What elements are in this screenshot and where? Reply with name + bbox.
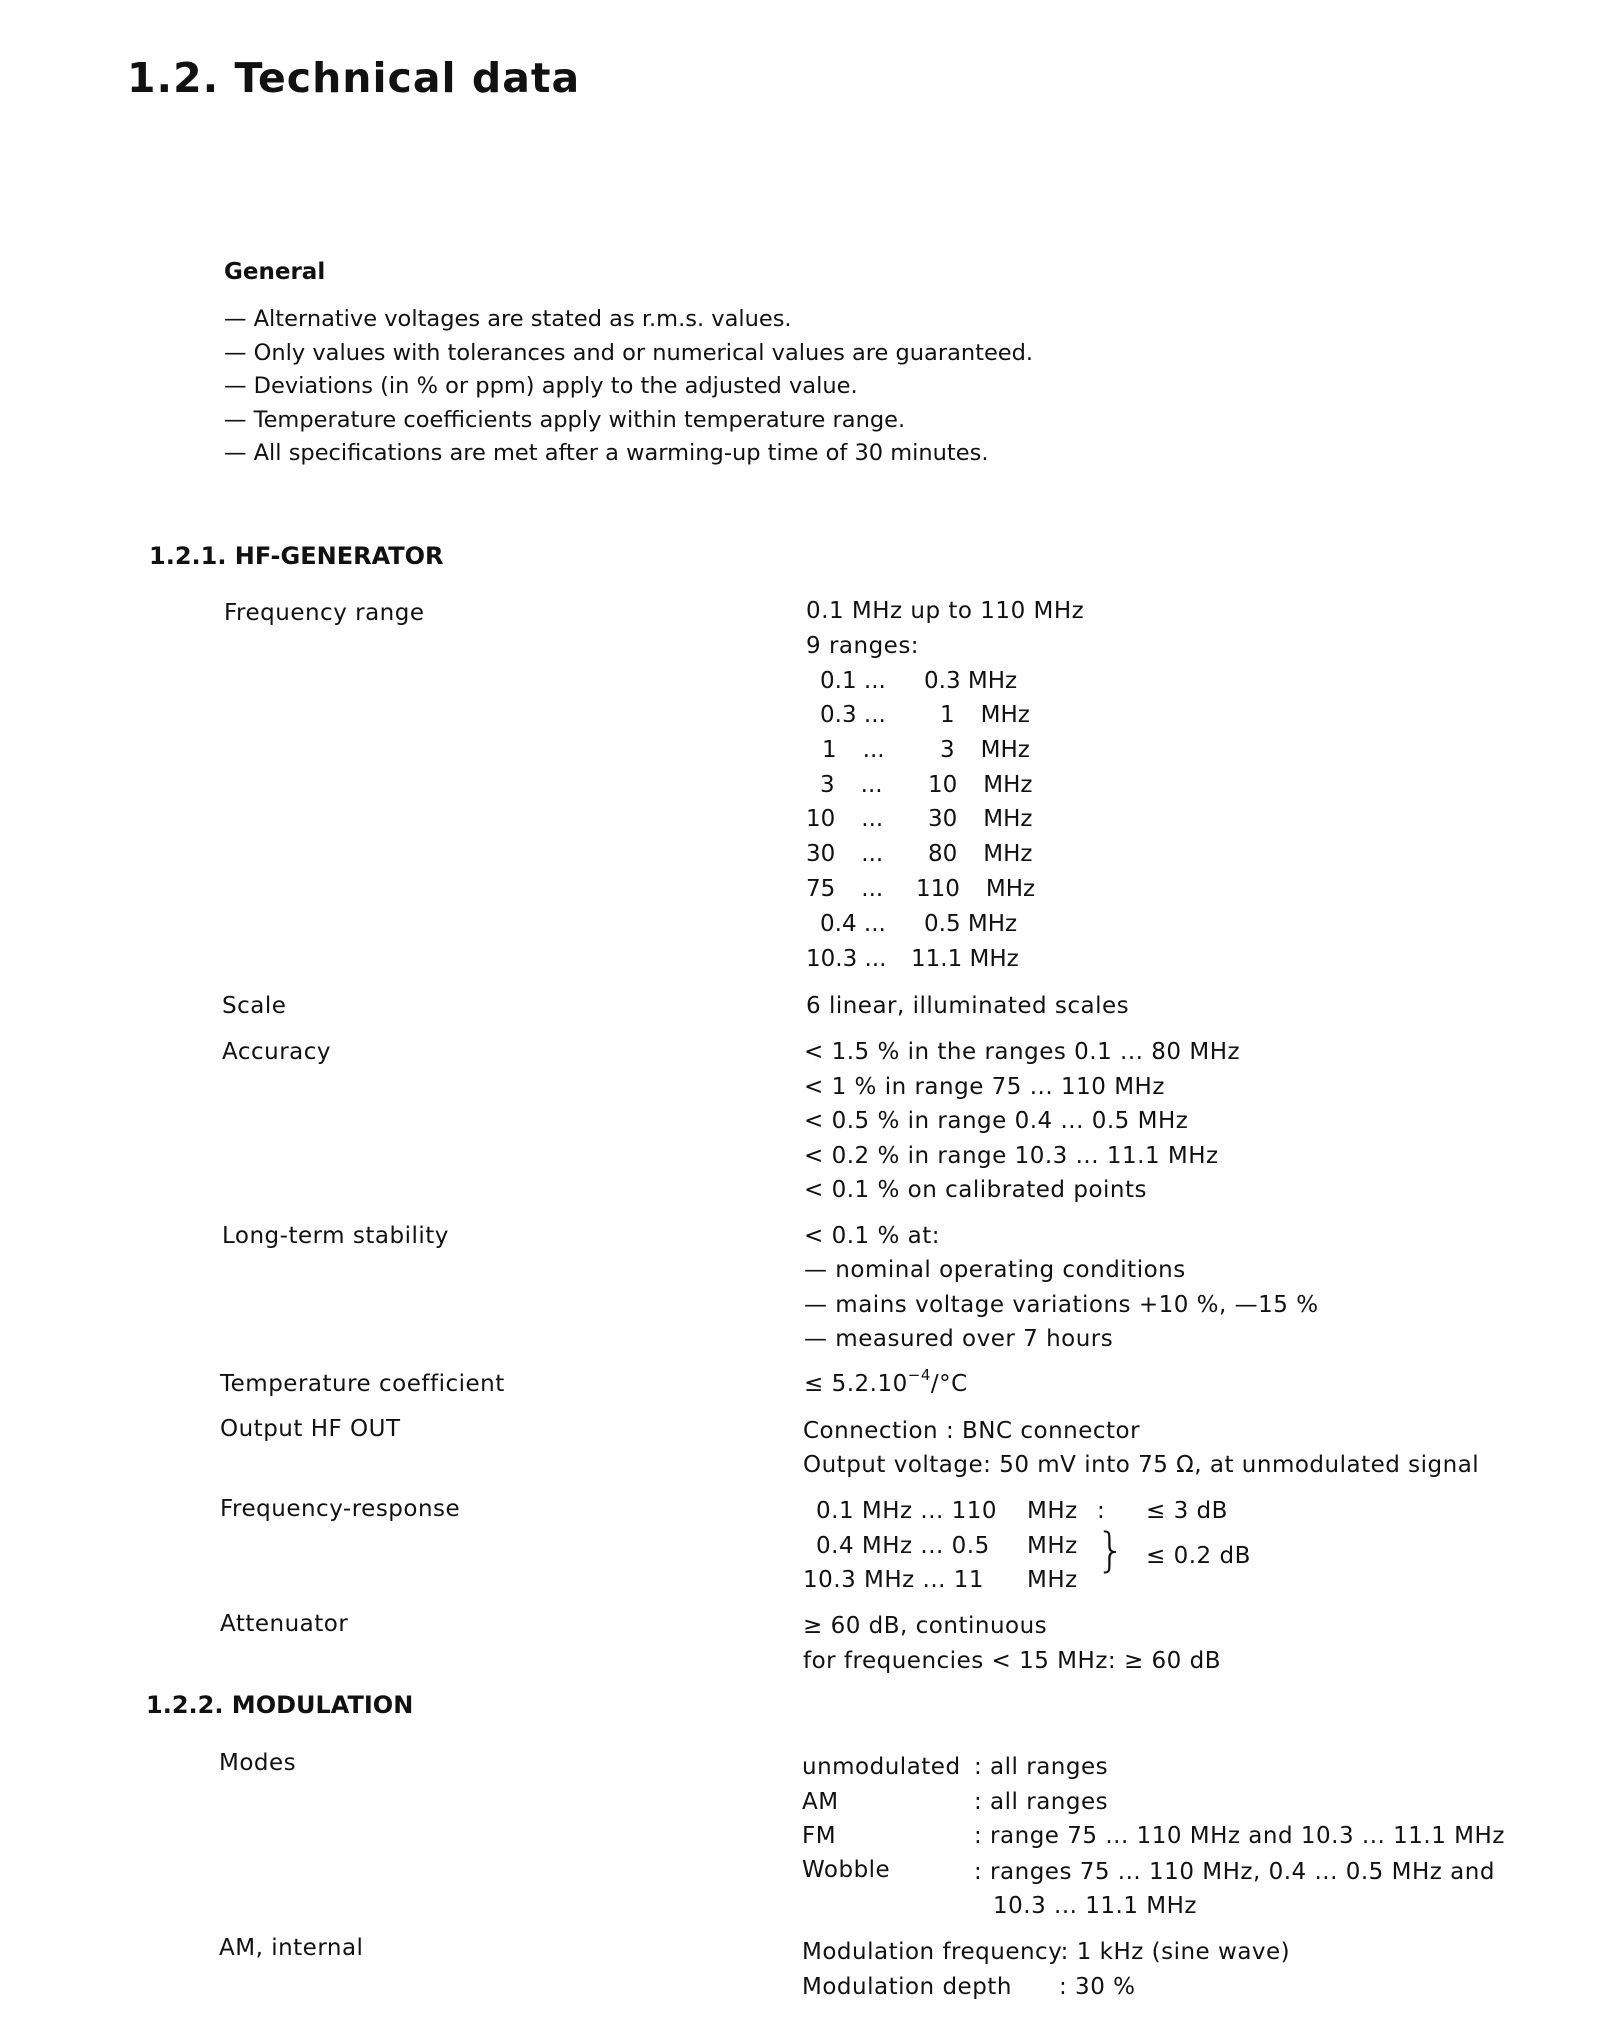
accuracy-line: < 0.2 % in range 10.3 ... 11.1 MHz: [804, 1143, 1219, 1169]
freq-response-range: 10.3 MHz ... 11: [803, 1567, 985, 1593]
mode-desc: : range 75 ... 110 MHz and 10.3 ... 11.1 MHz: [974, 1823, 1505, 1849]
freq-response-range: 0.4 MHz ... 0.5: [816, 1533, 990, 1559]
temp-coeff-label: Temperature coefficient: [220, 1371, 505, 1397]
mode-name: Wobble: [802, 1857, 891, 1883]
scale-value: 6 linear, illuminated scales: [806, 993, 1130, 1019]
attenuator-label: Attenuator: [220, 1611, 349, 1637]
freq-response-value-2: ≤ 0.2 dB: [1146, 1543, 1251, 1569]
range-to: 0.5 MHz: [924, 911, 1018, 937]
freq-response-unit: MHz: [1027, 1567, 1078, 1593]
freq-response-colon: :: [1097, 1498, 1106, 1524]
stability-line: — mains voltage variations +10 %, —15 %: [804, 1292, 1319, 1318]
range-from: 10.3 ...: [806, 946, 887, 972]
range-to: 10 MHz: [928, 772, 1033, 798]
mode-desc-continuation: 10.3 ... 11.1 MHz: [993, 1893, 1197, 1919]
stability-line: — measured over 7 hours: [804, 1326, 1114, 1352]
stability-line: < 0.1 % at:: [804, 1223, 940, 1249]
general-heading: General: [224, 259, 326, 285]
output-connection: Connection : BNC connector: [803, 1418, 1141, 1444]
range-from: 30 ...: [806, 841, 884, 867]
stability-label: Long-term stability: [222, 1223, 449, 1249]
range-from: 0.1 ...: [820, 668, 886, 694]
range-to: 30 MHz: [928, 806, 1033, 832]
accuracy-line: < 1 % in range 75 ... 110 MHz: [804, 1074, 1165, 1100]
range-from: 3 ...: [820, 772, 883, 798]
mode-desc: : ranges 75 ... 110 MHz, 0.4 ... 0.5 MHz and: [974, 1859, 1495, 1885]
am-internal-label: AM, internal: [219, 1935, 364, 1961]
mode-desc: : all ranges: [974, 1754, 1109, 1780]
mode-name: unmodulated: [802, 1754, 961, 1780]
range-to: 110 MHz: [916, 876, 1036, 902]
output-label: Output HF OUT: [220, 1416, 401, 1442]
freq-response-range: 0.1 MHz ... 110: [816, 1498, 998, 1524]
accuracy-line: < 0.5 % in range 0.4 ... 0.5 MHz: [804, 1108, 1189, 1134]
attenuator-line: for frequencies < 15 MHz: ≥ 60 dB: [803, 1648, 1221, 1674]
range-from: 1 ...: [822, 737, 885, 763]
range-to: 80 MHz: [928, 841, 1033, 867]
temp-coeff-value: [804, 1366, 968, 1397]
accuracy-line: < 0.1 % on calibrated points: [804, 1177, 1147, 1203]
general-bullet: — Deviations (in % or ppm) apply to the adjusted value.: [224, 373, 858, 399]
freq-response-value-1: ≤ 3 dB: [1146, 1498, 1228, 1524]
hf-generator-heading: 1.2.1. HF-GENERATOR: [149, 542, 444, 570]
modulation-heading: 1.2.2. MODULATION: [146, 1691, 414, 1719]
general-bullet: — Temperature coefficients apply within temperature range.: [224, 407, 906, 433]
page-title: 1.2. Technical data: [127, 54, 581, 102]
range-to: 3 MHz: [940, 737, 1030, 763]
range-from: 10 ...: [806, 806, 884, 832]
am-mod-frequency: Modulation frequency: 1 kHz (sine wave): [802, 1939, 1291, 1965]
range-from: 0.3 ...: [820, 702, 886, 728]
freq-range-label: Frequency range: [224, 600, 425, 626]
stability-line: — nominal operating conditions: [804, 1257, 1186, 1283]
accuracy-label: Accuracy: [222, 1039, 332, 1065]
temp-coeff-mantissa: ≤ 5.2.10: [804, 1371, 908, 1397]
mode-name: AM: [802, 1789, 839, 1815]
output-voltage: Output voltage: 50 mV into 75 Ω, at unmodulated signal: [803, 1452, 1480, 1478]
freq-range-count: 9 ranges:: [806, 633, 920, 659]
accuracy-line: < 1.5 % in the ranges 0.1 ... 80 MHz: [804, 1039, 1241, 1065]
range-to: 1 MHz: [940, 702, 1030, 728]
temp-coeff-unit: /°C: [930, 1371, 968, 1397]
temp-coeff-exponent: −4: [907, 1366, 931, 1384]
freq-response-unit: MHz: [1027, 1498, 1078, 1524]
scale-label: Scale: [222, 993, 287, 1019]
brace-glyph: }: [1096, 1523, 1126, 1577]
range-to: 11.1 MHz: [911, 946, 1019, 972]
am-mod-depth-label: Modulation depth: [802, 1974, 1012, 2000]
freq-range-main: 0.1 MHz up to 110 MHz: [806, 598, 1085, 624]
freq-response-label: Frequency-response: [220, 1496, 461, 1522]
modes-label: Modes: [219, 1750, 297, 1776]
range-from: 0.4 ...: [820, 911, 886, 937]
attenuator-line: ≥ 60 dB, continuous: [803, 1613, 1048, 1639]
general-bullet: — All specifications are met after a warming-up time of 30 minutes.: [224, 440, 989, 466]
general-bullet: — Alternative voltages are stated as r.m.s. values.: [224, 306, 792, 332]
mode-desc: : all ranges: [974, 1789, 1109, 1815]
range-from: 75 ...: [806, 876, 884, 902]
general-bullet: — Only values with tolerances and or numerical values are guaranteed.: [224, 340, 1034, 366]
am-mod-depth-value: : 30 %: [1059, 1974, 1136, 2000]
mode-name: FM: [802, 1823, 837, 1849]
freq-response-unit: MHz: [1027, 1533, 1078, 1559]
range-to: 0.3 MHz: [924, 668, 1018, 694]
